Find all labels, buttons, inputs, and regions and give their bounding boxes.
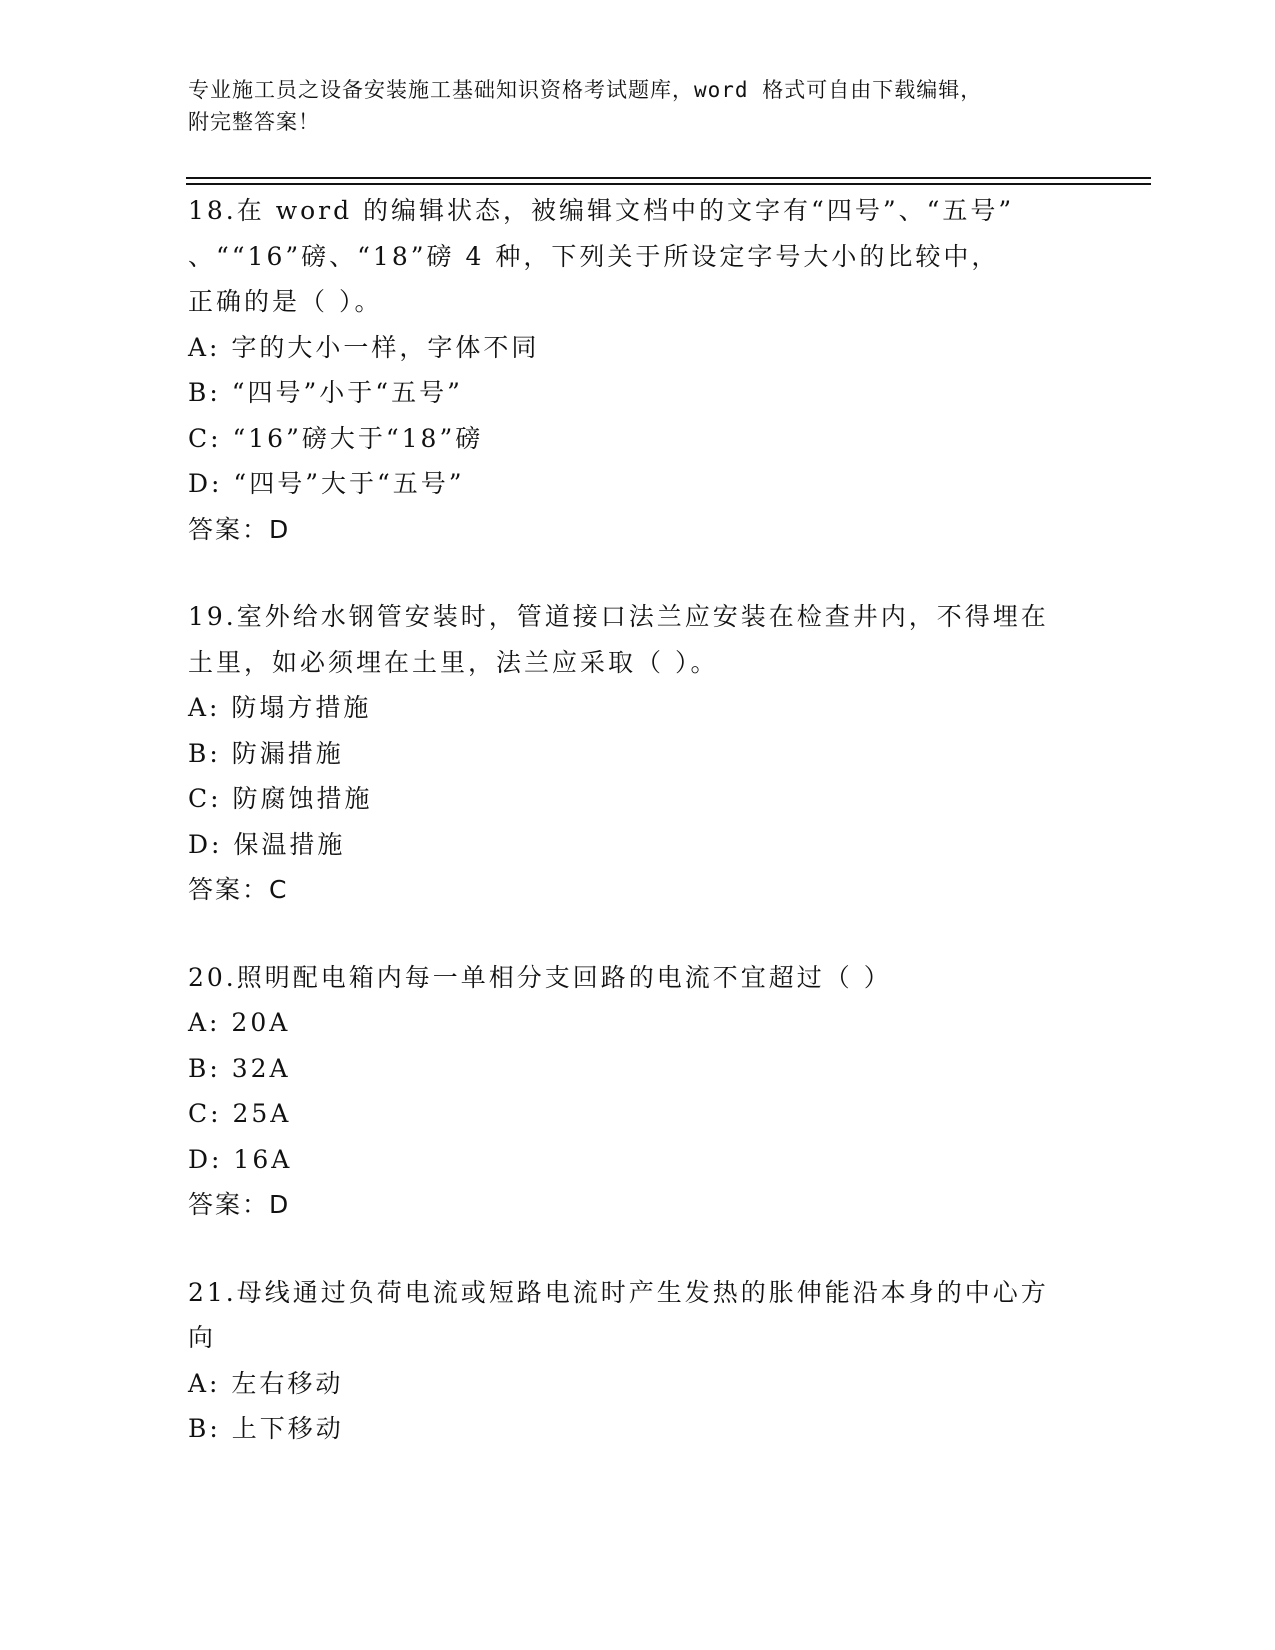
question-21 <box>188 1270 1088 1452</box>
question-20 <box>188 955 1088 1228</box>
option-a: A: 左右移动 <box>188 1368 344 1398</box>
question-stem-line: 18.在 word 的编辑状态，被编辑文档中的文字有“四号”、“五号” <box>188 196 1015 225</box>
question-list <box>188 188 1088 1452</box>
question-18 <box>188 188 1088 552</box>
option-c: C: 防腐蚀措施 <box>188 784 373 813</box>
option-b: B: “四号”小于“五号” <box>188 378 463 407</box>
answer-line: 答案：D <box>188 1190 291 1219</box>
option-a: A: 防塌方措施 <box>188 693 372 722</box>
question-stem-line: 、““16”磅、“18”磅 4 种，下列关于所设定字号大小的比较中， <box>188 241 1000 271</box>
option-d: D: “四号”大于“五号” <box>188 469 465 498</box>
answer-line: 答案：C <box>188 875 289 904</box>
header-divider-bottom <box>186 183 1151 185</box>
answer-line: 答案：D <box>188 514 291 544</box>
option-c: C: “16”磅大于“18”磅 <box>188 423 484 453</box>
question-stem-line: 21.母线通过负荷电流或短路电流时产生发热的胀伸能沿本身的中心方 <box>188 1277 1049 1307</box>
header-line-2: 附完整答案！ <box>188 110 320 134</box>
option-b: B: 上下移动 <box>188 1414 344 1443</box>
question-gap <box>188 1228 1088 1270</box>
question-stem-line: 向 <box>188 1323 217 1352</box>
option-d: D: 16A <box>188 1144 293 1174</box>
question-stem-line: 20.照明配电箱内每一单相分支回路的电流不宜超过（ ） <box>188 962 892 992</box>
option-c: C: 25A <box>188 1099 292 1128</box>
question-19 <box>188 594 1088 913</box>
question-stem-line: 19.室外给水钢管安装时，管道接口法兰应安装在检查井内，不得埋在 <box>188 602 1049 631</box>
option-a: A: 字的大小一样，字体不同 <box>188 332 540 362</box>
option-b: B: 32A <box>188 1053 291 1083</box>
header-divider-top <box>186 177 1151 179</box>
header-line-1: 专业施工员之设备安装施工基础知识资格考试题库，word 格式可自由下载编辑， <box>188 78 983 102</box>
question-stem-line: 正确的是（ ）。 <box>188 287 383 316</box>
document-header <box>188 74 1068 138</box>
question-stem-line: 土里，如必须埋在土里，法兰应采取（ ）。 <box>188 647 719 677</box>
option-d: D: 保温措施 <box>188 829 346 859</box>
question-gap <box>188 913 1088 955</box>
option-a: A: 20A <box>188 1008 291 1037</box>
question-gap <box>188 552 1088 594</box>
option-b: B: 防漏措施 <box>188 738 344 768</box>
